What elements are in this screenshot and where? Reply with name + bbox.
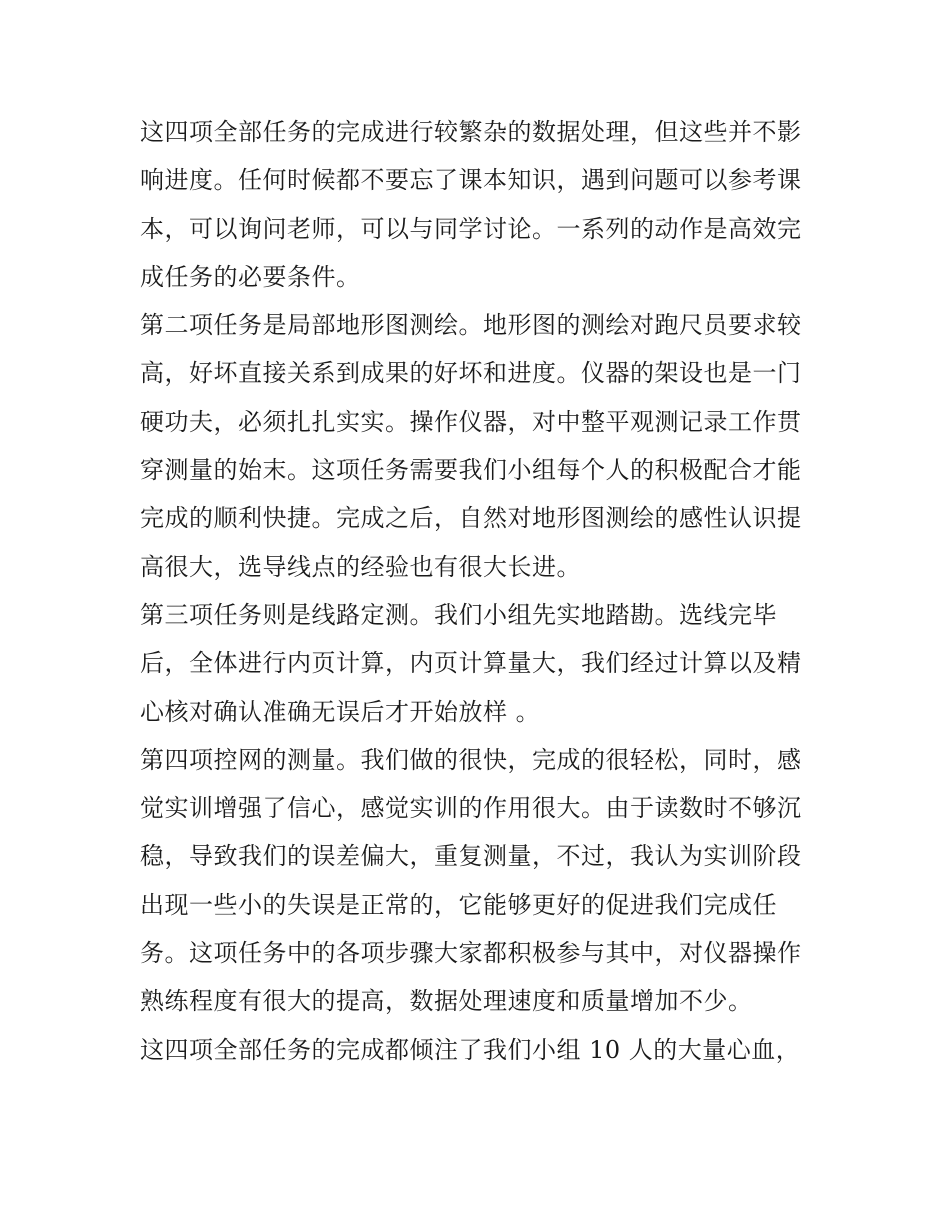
text-line: 高，好坏直接关系到成果的好坏和进度。仪器的架设也是一门	[140, 359, 802, 388]
text-line: 高很大，选导线点的经验也有很大长进。	[140, 552, 581, 581]
text-line: 完成的顺利快捷。完成之后，自然对地形图测绘的感性认识提	[140, 504, 802, 533]
text-line: 务。这项任务中的各项步骤大家都积极参与其中，对仪器操作	[140, 939, 802, 968]
document-body	[140, 108, 820, 1074]
text-line: 响进度。任何时候都不要忘了课本知识，遇到问题可以参考课	[140, 166, 802, 195]
text-line: 后，全体进行内页计算，内页计算量大，我们经过计算以及精	[140, 649, 802, 678]
text-line: 成任务的必要条件。	[140, 262, 361, 291]
text-line: 第四项控网的测量。我们做的很快，完成的很轻松，同时，感	[140, 745, 802, 774]
text-line: 出现一些小的失误是正常的，它能够更好的促进我们完成任	[140, 890, 777, 919]
text-line: 穿测量的始末。这项任务需要我们小组每个人的积极配合才能	[140, 456, 802, 485]
text-line: 这四项全部任务的完成进行较繁杂的数据处理，但这些并不影	[140, 118, 802, 146]
text-line: 心核对确认准确无误后才开始放样 。	[140, 697, 541, 726]
text-line: 稳，导致我们的误差偏大，重复测量，不过，我认为实训阶段	[140, 842, 802, 871]
text-line: 硬功夫，必须扎扎实实。操作仪器，对中整平观测记录工作贯	[140, 407, 802, 436]
text-line: 觉实训增强了信心，感觉实训的作用很大。由于读数时不够沉	[140, 794, 802, 823]
text-line: 这四项全部任务的完成都倾注了我们小组 10 人的大量心血，	[140, 1035, 801, 1064]
text-line: 本，可以询问老师，可以与同学讨论。一系列的动作是高效完	[140, 214, 802, 243]
text-line: 第三项任务则是线路定测。我们小组先实地踏勘。选线完毕	[140, 600, 777, 629]
text-line: 第二项任务是局部地形图测绘。地形图的测绘对跑尺员要求较	[140, 311, 802, 340]
text-line: 熟练程度有很大的提高，数据处理速度和质量增加不少。	[140, 987, 753, 1016]
